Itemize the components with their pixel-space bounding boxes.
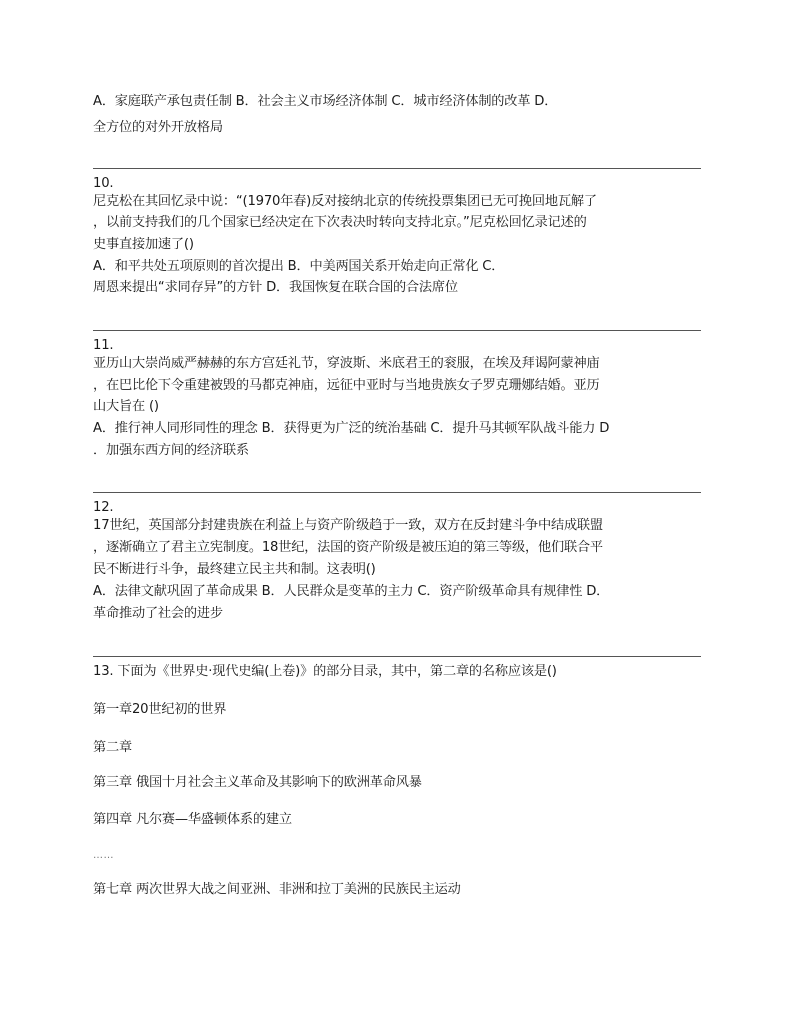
- q10-options-line-2: 周恩来提出“求同存异”的方针 D．我国恢复在联合国的合法席位: [93, 280, 458, 295]
- q9-options-line-1: A．家庭联产承包责任制 B．社会主义市场经济体制 C．城市经济体制的改革 D．: [93, 94, 558, 109]
- divider: [93, 656, 701, 657]
- q11-stem-line-3: 山大旨在 (): [93, 399, 159, 414]
- q11-options-line-1: A．推行神人同形同性的理念 B．获得更为广泛的统治基础 C．提升马其顿军队战斗能力 D: [93, 421, 610, 436]
- q13-toc-item: 第一章20世纪初的世界: [93, 702, 227, 717]
- q10-stem-line-1: 尼克松在其回忆录中说：“(1970年春)反对接纳北京的传统投票集团已无可挽回地瓦解了: [93, 194, 597, 209]
- q11-number: 11.: [93, 338, 114, 353]
- q11-options-line-2: ．加强东西方间的经济联系: [93, 443, 249, 458]
- divider: [93, 330, 701, 331]
- q12-options-line-1: A．法律文献巩固了革命成果 B．人民群众是变革的主力 C．资产阶级革命具有规律性 D．: [93, 584, 610, 599]
- q12-stem-line-1: 17世纪，英国部分封建贵族在利益上与资产阶级趋于一致，双方在反封建斗争中结成联盟: [93, 518, 603, 533]
- q13-toc-item: 第七章 两次世界大战之间亚洲、非洲和拉丁美洲的民族民主运动: [93, 882, 461, 897]
- q10-options-line-1: A．和平共处五项原则的首次提出 B．中美两国关系开始走向正常化 C．: [93, 259, 505, 274]
- q12-stem-line-2: ，逐渐确立了君主立宪制度。18世纪，法国的资产阶级是被压迫的第三等级，他们联合平: [93, 540, 603, 555]
- q13-toc-item: 第三章 俄国十月社会主义革命及其影响下的欧洲革命风暴: [93, 775, 422, 790]
- divider: [93, 492, 701, 493]
- q13-stem: 13. 下面为《世界史·现代史编(上卷)》的部分目录，其中，第二章的名称应该是(): [93, 664, 557, 679]
- q12-stem-line-3: 民不断进行斗争，最终建立民主共和制。这表明(): [93, 562, 376, 577]
- q11-stem-line-2: ，在巴比伦下令重建被毁的马都克神庙，远征中亚时与当地贵族女子罗克珊娜结婚。亚历: [93, 378, 600, 393]
- q13-toc-item: 第四章 凡尔赛—华盛顿体系的建立: [93, 812, 292, 827]
- q13-toc-item: 第二章: [93, 740, 132, 755]
- q10-stem-line-2: ，以前支持我们的几个国家已经决定在下次表决时转向支持北京。”尼克松回忆录记述的: [93, 215, 587, 230]
- q13-toc-ellipsis: ……: [93, 850, 114, 861]
- q11-stem-line-1: 亚历山大崇尚威严赫赫的东方宫廷礼节，穿波斯、米底君王的衮服，在埃及拜谒阿蒙神庙: [93, 356, 600, 371]
- q12-options-line-2: 革命推动了社会的进步: [93, 606, 223, 621]
- divider: [93, 168, 701, 169]
- q10-stem-line-3: 史事直接加速了(): [93, 237, 194, 252]
- q12-number: 12.: [93, 500, 114, 515]
- q9-options-line-2: 全方位的对外开放格局: [93, 120, 223, 135]
- q10-number: 10.: [93, 176, 114, 191]
